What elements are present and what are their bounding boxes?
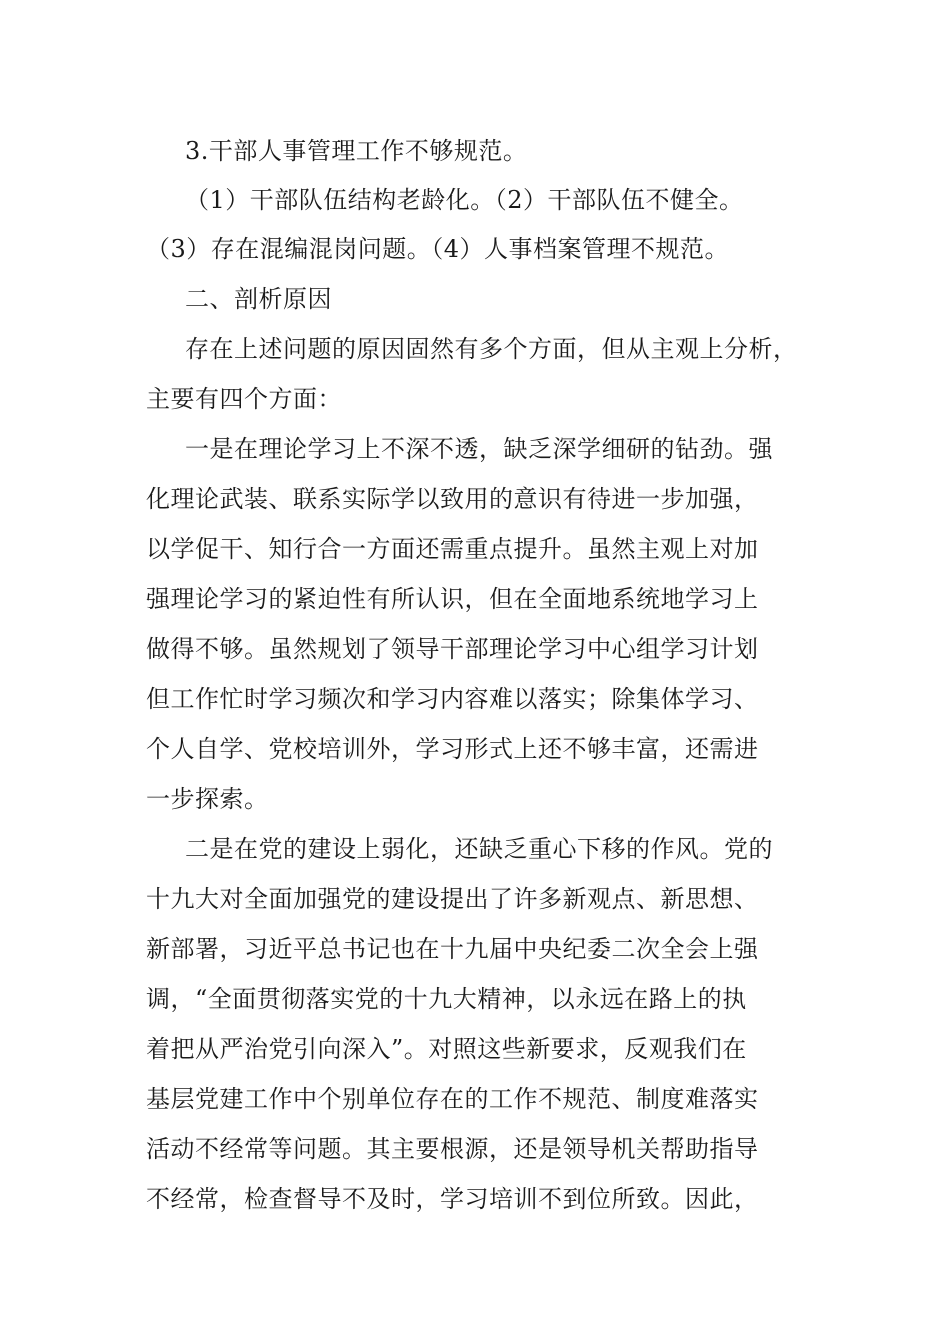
section-heading-causes: 二、剖析原因 bbox=[185, 285, 332, 313]
paragraph-party-line-3: 新部署，习近平总书记也在十九届中央纪委二次全会上强 bbox=[146, 935, 759, 963]
paragraph-party-line-6: 基层党建工作中个别单位存在的工作不规范、制度难落实 bbox=[146, 1085, 759, 1113]
paragraph-party-line-5: 着把从严治党引向深入”。对照这些新要求，反观我们在 bbox=[146, 1035, 747, 1063]
paragraph-party-line-7: 活动不经常等问题。其主要根源，还是领导机关帮助指导 bbox=[146, 1135, 759, 1163]
paragraph-theory-line-1: 一是在理论学习上不深不透，缺乏深学细研的钻劲。强 bbox=[185, 435, 773, 463]
paragraph-party-line-2: 十九大对全面加强党的建设提出了许多新观点、新思想、 bbox=[146, 885, 759, 913]
paragraph-theory-line-7: 个人自学、党校培训外，学习形式上还不够丰富，还需进 bbox=[146, 735, 759, 763]
paragraph-theory-line-6: 但工作忙时学习频次和学习内容难以落实；除集体学习、 bbox=[146, 685, 759, 713]
paragraph-theory-line-5: 做得不够。虽然规划了领导干部理论学习中心组学习计划 bbox=[146, 635, 759, 663]
paragraph-party-line-8: 不经常，检查督导不及时，学习培训不到位所致。因此， bbox=[146, 1185, 759, 1213]
paragraph-theory-line-8: 一步探索。 bbox=[146, 785, 269, 813]
paragraph-theory-line-4: 强理论学习的紧迫性有所认识，但在全面地系统地学习上 bbox=[146, 585, 759, 613]
issue-list-line-2: （3）存在混编混岗问题。（4）人事档案管理不规范。 bbox=[146, 235, 730, 263]
paragraph-theory-line-3: 以学促干、知行合一方面还需重点提升。虽然主观上对加 bbox=[146, 535, 759, 563]
paragraph-theory-line-2: 化理论武装、联系实际学以致用的意识有待进一步加强， bbox=[146, 485, 759, 513]
paragraph-intro-line-1: 存在上述问题的原因固然有多个方面，但从主观上分析， bbox=[185, 335, 798, 363]
issue-list-line-1: （1）干部队伍结构老龄化。（2）干部队伍不健全。 bbox=[185, 186, 744, 214]
heading-cadre-management: 3.干部人事管理工作不够规范。 bbox=[185, 137, 528, 165]
paragraph-party-line-4: 调，“全面贯彻落实党的十九大精神，以永远在路上的执 bbox=[146, 985, 747, 1013]
paragraph-intro-line-2: 主要有四个方面： bbox=[146, 385, 342, 413]
paragraph-party-line-1: 二是在党的建设上弱化，还缺乏重心下移的作风。党的 bbox=[185, 835, 773, 863]
